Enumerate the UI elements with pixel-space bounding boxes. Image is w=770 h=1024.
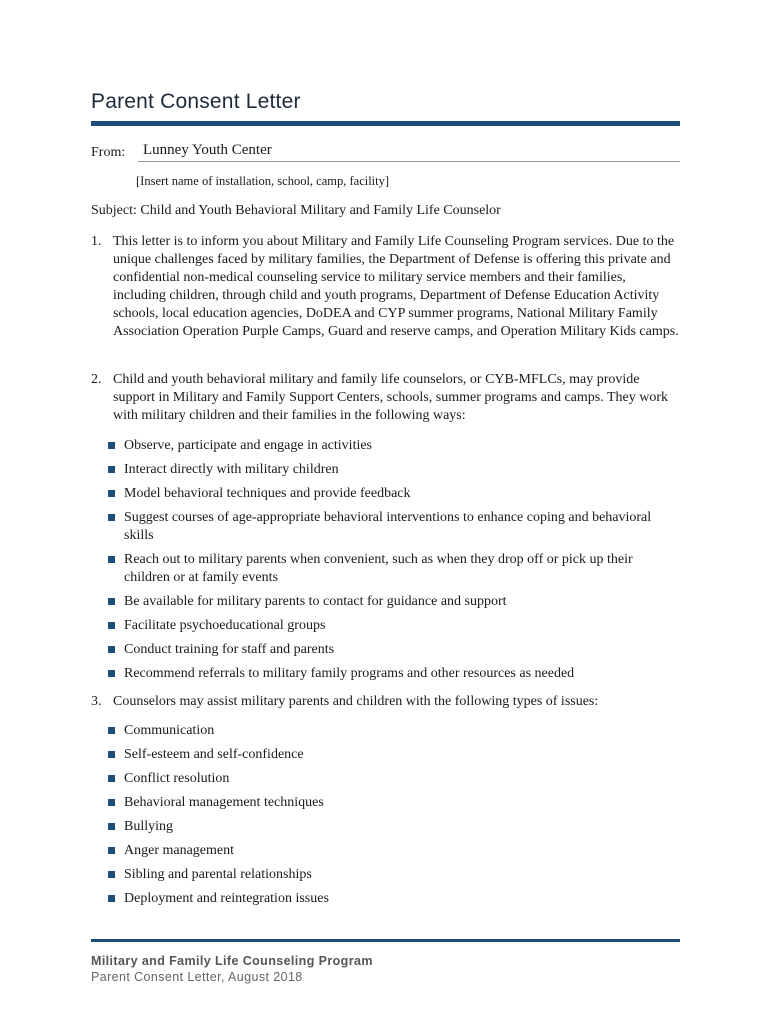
- list-item: Be available for military parents to contact for guidance and support: [108, 593, 680, 611]
- paragraph-number: 3.: [91, 694, 102, 709]
- list-item: Behavioral management techniques: [108, 794, 680, 812]
- list-item: Observe, participate and engage in activities: [108, 437, 680, 455]
- square-bullet-icon: [108, 556, 115, 563]
- list-item: Sibling and parental relationships: [108, 866, 680, 884]
- paragraph-text: Child and youth behavioral military and family life counselors, or CYB-MFLCs, may provide support in Military and Family Support Centers, schools, summer programs and camps. They work with military children and their families in the following ways:: [113, 372, 669, 423]
- from-field-value[interactable]: Lunney Youth Center: [143, 142, 272, 158]
- list-item: Recommend referrals to military family programs and other resources as needed: [108, 665, 680, 683]
- square-bullet-icon: [108, 775, 115, 782]
- list-item: Interact directly with military children: [108, 461, 680, 479]
- square-bullet-icon: [108, 514, 115, 521]
- paragraph-text: This letter is to inform you about Military and Family Life Counseling Program services. Due to the unique challenges faced by military families, the Department of Defense is offering this private and confidential non-medical counseling service to military service members and their families, including children, through child and youth programs, Department of Defense Education Activity schools, local education agencies, DoDEA and CYP summer programs, National Military Family Association Operation Purple Camps, Guard and reserve camps, and Operation Military Kids camps.: [113, 234, 679, 339]
- list-item: Communication: [108, 722, 680, 740]
- list-item: Model behavioral techniques and provide feedback: [108, 485, 680, 503]
- square-bullet-icon: [108, 670, 115, 677]
- list-item: Self-esteem and self-confidence: [108, 746, 680, 764]
- from-field-hint: [Insert name of installation, school, camp, facility]: [136, 174, 390, 188]
- square-bullet-icon: [108, 646, 115, 653]
- list-item: Anger management: [108, 842, 680, 860]
- list-item: Bullying: [108, 818, 680, 836]
- paragraph-number: 1.: [91, 234, 102, 249]
- list-item: Deployment and reintegration issues: [108, 890, 680, 908]
- paragraph-number: 2.: [91, 372, 102, 387]
- footer-program-name: Military and Family Life Counseling Program: [91, 954, 373, 968]
- paragraph-2: [91, 371, 680, 425]
- list-item: Reach out to military parents when convenient, such as when they drop off or pick up their children or at family events: [108, 551, 680, 587]
- paragraph-3: [91, 693, 680, 711]
- paragraph-1: [91, 233, 680, 341]
- square-bullet-icon: [108, 823, 115, 830]
- from-field-underline: [138, 161, 680, 162]
- square-bullet-icon: [108, 799, 115, 806]
- square-bullet-icon: [108, 622, 115, 629]
- list-item: Conduct training for staff and parents: [108, 641, 680, 659]
- square-bullet-icon: [108, 751, 115, 758]
- footer-document-info: Parent Consent Letter, August 2018: [91, 970, 303, 984]
- square-bullet-icon: [108, 490, 115, 497]
- subject-line: Subject: Child and Youth Behavioral Military and Family Life Counselor: [91, 203, 501, 218]
- from-label: From:: [91, 145, 126, 160]
- ways-list: [108, 437, 680, 683]
- issues-list: [108, 722, 680, 908]
- list-item: Suggest courses of age-appropriate behavioral interventions to enhance coping and behavioral skills: [108, 509, 680, 545]
- square-bullet-icon: [108, 871, 115, 878]
- paragraph-text: Counselors may assist military parents and children with the following types of issues:: [113, 694, 599, 709]
- square-bullet-icon: [108, 727, 115, 734]
- square-bullet-icon: [108, 895, 115, 902]
- square-bullet-icon: [108, 442, 115, 449]
- list-item: Conflict resolution: [108, 770, 680, 788]
- page-title: Parent Consent Letter: [91, 90, 301, 113]
- header-rule: [91, 121, 680, 126]
- square-bullet-icon: [108, 847, 115, 854]
- list-item: Facilitate psychoeducational groups: [108, 617, 680, 635]
- footer-rule: [91, 939, 680, 942]
- square-bullet-icon: [108, 598, 115, 605]
- square-bullet-icon: [108, 466, 115, 473]
